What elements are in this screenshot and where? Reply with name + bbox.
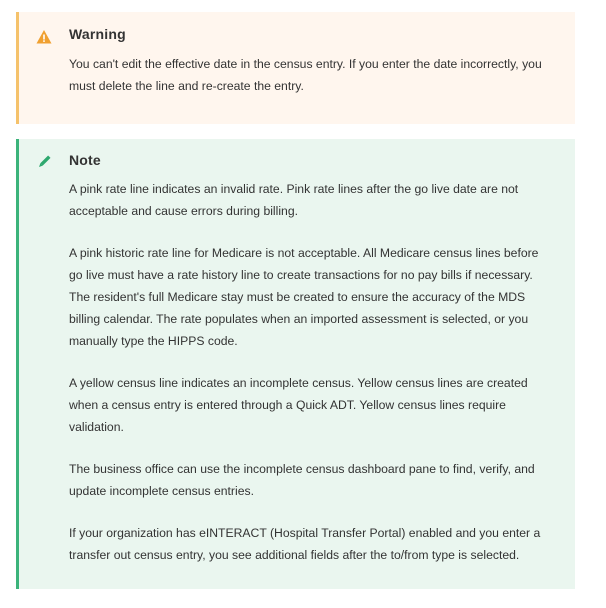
warning-callout bbox=[16, 12, 575, 124]
note-title: Note bbox=[69, 152, 101, 168]
warning-body bbox=[69, 53, 551, 97]
note-paragraph: The business office can use the incomplete census dashboard pane to find, verify, and update incomplete census entries. bbox=[69, 462, 535, 498]
pencil-icon bbox=[35, 153, 53, 171]
warning-triangle-icon bbox=[35, 28, 53, 46]
note-paragraph: A yellow census line indicates an incomplete census. Yellow census lines are created when a census entry is entered through a Quick ADT. Yellow census lines require validation. bbox=[69, 376, 528, 434]
warning-title: Warning bbox=[69, 26, 126, 42]
note-body bbox=[69, 178, 551, 566]
note-callout bbox=[16, 139, 575, 589]
note-paragraph: A pink historic rate line for Medicare is not acceptable. All Medicare census lines before go live must have a rate history line to create transactions for no pay bills if necessary. The resident's full Medicare stay must be created to ensure the accuracy of the MDS billing calendar. The rate populates when an imported assessment is selected, or you manually type the HIPPS code. bbox=[69, 246, 539, 348]
note-paragraph: If your organization has eINTERACT (Hospital Transfer Portal) enabled and you enter a transfer out census entry, you see additional fields after the to/from type is selected. bbox=[69, 526, 541, 562]
note-paragraph: A pink rate line indicates an invalid rate. Pink rate lines after the go live date are not acceptable and cause errors during billing. bbox=[69, 182, 519, 218]
warning-text: You can't edit the effective date in the census entry. If you enter the date incorrectly, you must delete the line and re-create the entry. bbox=[69, 57, 542, 93]
